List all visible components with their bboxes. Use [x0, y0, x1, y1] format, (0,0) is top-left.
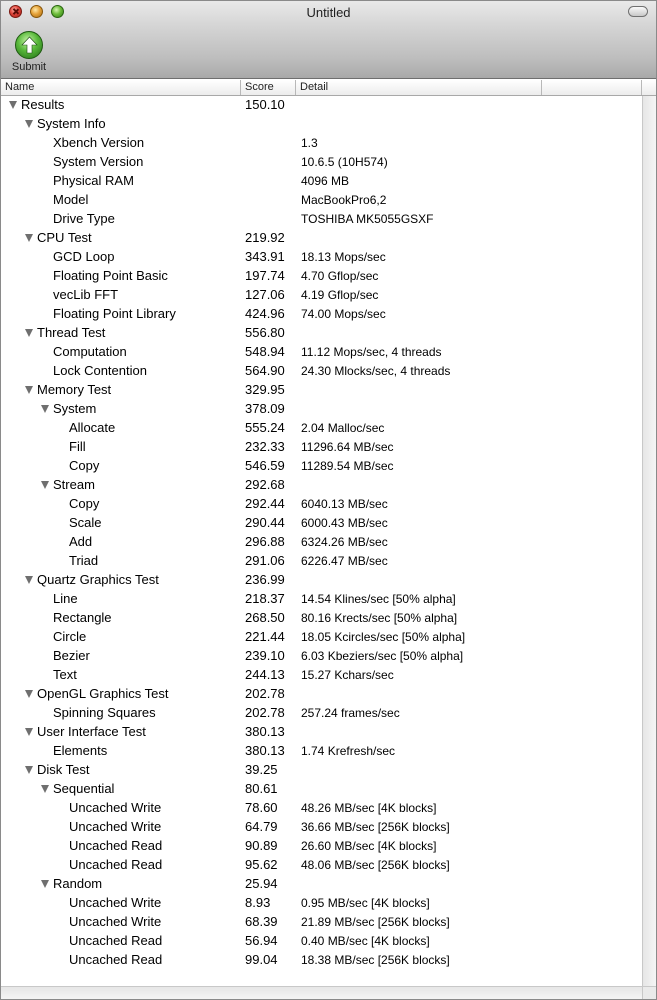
row-detail: 0.95 MB/sec [4K blocks]: [301, 896, 430, 910]
row-score: 378.09: [245, 401, 285, 416]
submit-label: Submit: [11, 61, 47, 73]
row-name: Copy: [69, 496, 100, 511]
row-detail: 80.16 Krects/sec [50% alpha]: [301, 611, 458, 625]
row-name: Uncached Write: [69, 895, 162, 910]
window-title: Untitled: [306, 5, 351, 20]
outline-row[interactable]: [1, 419, 642, 438]
outline-row[interactable]: [1, 875, 642, 894]
row-detail: 26.60 MB/sec [4K blocks]: [301, 839, 437, 853]
row-name: Add: [69, 534, 93, 549]
row-score: 291.06: [245, 553, 285, 568]
row-name: Results: [21, 97, 65, 112]
row-name: System Version: [53, 154, 144, 169]
outline-row[interactable]: [1, 856, 642, 875]
row-score: 80.61: [245, 781, 278, 796]
row-score: 236.99: [245, 572, 285, 587]
row-name: Drive Type: [53, 211, 115, 226]
outline-row[interactable]: [1, 685, 642, 704]
disclosure-triangle-icon[interactable]: [9, 101, 17, 109]
row-score: 221.44: [245, 629, 285, 644]
row-score: 219.92: [245, 230, 285, 245]
outline-row[interactable]: [1, 571, 642, 590]
outline-row[interactable]: [1, 932, 642, 951]
outline-row[interactable]: [1, 780, 642, 799]
row-detail: 6000.43 MB/sec: [301, 516, 388, 530]
outline-row[interactable]: [1, 799, 642, 818]
row-name: Uncached Read: [69, 933, 163, 948]
outline-row[interactable]: [1, 628, 642, 647]
outline-row[interactable]: [1, 115, 642, 134]
row-score: 239.10: [245, 648, 285, 663]
row-score: 8.93: [245, 895, 271, 910]
row-name: Floating Point Library: [53, 306, 176, 321]
submit-button[interactable]: [9, 31, 49, 75]
outline-row[interactable]: [1, 723, 642, 742]
row-score: 380.13: [245, 743, 285, 758]
row-name: Floating Point Basic: [53, 268, 168, 283]
row-detail: 21.89 MB/sec [256K blocks]: [301, 915, 450, 929]
row-name: Memory Test: [37, 382, 112, 397]
outline-row[interactable]: [1, 514, 642, 533]
row-name: Bezier: [53, 648, 90, 663]
row-name: Rectangle: [53, 610, 112, 625]
row-score: 564.90: [245, 363, 285, 378]
outline-row[interactable]: [1, 894, 642, 913]
column-header-empty: [542, 80, 642, 95]
row-detail: 6040.13 MB/sec: [301, 497, 388, 511]
row-name: Quartz Graphics Test: [37, 572, 159, 587]
row-detail: 6226.47 MB/sec: [301, 554, 388, 568]
outline-row[interactable]: [1, 267, 642, 286]
row-name: Uncached Write: [69, 819, 162, 834]
outline-row[interactable]: [1, 495, 642, 514]
row-score: 244.13: [245, 667, 285, 682]
resize-grip[interactable]: [642, 986, 656, 999]
row-detail: 14.54 Klines/sec [50% alpha]: [301, 592, 456, 606]
outline-row[interactable]: [1, 134, 642, 153]
row-score: 292.44: [245, 496, 285, 511]
row-score: 56.94: [245, 933, 278, 948]
row-detail: MacBookPro6,2: [301, 193, 387, 207]
row-detail: TOSHIBA MK5055GSXF: [301, 212, 434, 226]
outline-row[interactable]: [1, 96, 642, 115]
row-detail: 0.40 MB/sec [4K blocks]: [301, 934, 430, 948]
row-score: 232.33: [245, 439, 285, 454]
row-score: 39.25: [245, 762, 278, 777]
up-arrow-icon: [15, 31, 43, 59]
row-name: OpenGL Graphics Test: [37, 686, 169, 701]
row-score: 202.78: [245, 686, 285, 701]
disclosure-triangle-icon[interactable]: [41, 880, 49, 888]
outline-row[interactable]: [1, 362, 642, 381]
row-detail: 18.13 Mops/sec: [301, 250, 386, 264]
row-name: Random: [53, 876, 103, 891]
column-header-detail[interactable]: Detail: [296, 80, 542, 95]
row-name: Triad: [69, 553, 99, 568]
row-name: Allocate: [69, 420, 116, 435]
disclosure-triangle-icon[interactable]: [41, 405, 49, 413]
row-detail: 4.19 Gflop/sec: [301, 288, 379, 302]
row-detail: 18.05 Kcircles/sec [50% alpha]: [301, 630, 466, 644]
row-name: Computation: [53, 344, 127, 359]
row-name: System: [53, 401, 97, 416]
outline-row[interactable]: [1, 191, 642, 210]
row-name: vecLib FFT: [53, 287, 119, 302]
row-name: Elements: [53, 743, 108, 758]
row-detail: 15.27 Kchars/sec: [301, 668, 394, 682]
row-score: 292.68: [245, 477, 285, 492]
outline-row[interactable]: [1, 457, 642, 476]
row-score: 127.06: [245, 287, 285, 302]
row-detail: 1.74 Krefresh/sec: [301, 744, 396, 758]
outline-row[interactable]: [1, 286, 642, 305]
row-score: 296.88: [245, 534, 285, 549]
outline-row[interactable]: [1, 818, 642, 837]
row-score: 546.59: [245, 458, 285, 473]
row-score: 343.91: [245, 249, 285, 264]
outline-row[interactable]: [1, 742, 642, 761]
row-name: Sequential: [53, 781, 115, 796]
outline-row[interactable]: [1, 381, 642, 400]
outline-row[interactable]: [1, 647, 642, 666]
row-name: Copy: [69, 458, 100, 473]
row-name: Text: [53, 667, 77, 682]
row-detail: 4.70 Gflop/sec: [301, 269, 379, 283]
outline-row[interactable]: [1, 476, 642, 495]
outline-row[interactable]: [1, 153, 642, 172]
outline-row[interactable]: [1, 913, 642, 932]
outline-row[interactable]: [1, 172, 642, 191]
outline-row[interactable]: [1, 837, 642, 856]
results-outline: [1, 96, 642, 986]
row-score: 150.10: [245, 97, 285, 112]
row-score: 424.96: [245, 306, 285, 321]
row-detail: 6324.26 MB/sec: [301, 535, 388, 549]
row-detail: 18.38 MB/sec [256K blocks]: [301, 953, 450, 967]
row-detail: 6.03 Kbeziers/sec [50% alpha]: [301, 649, 464, 663]
row-name: Xbench Version: [53, 135, 145, 150]
row-name: Thread Test: [37, 325, 106, 340]
column-header-name[interactable]: Name: [1, 80, 241, 95]
row-name: Scale: [69, 515, 102, 530]
row-detail: 11296.64 MB/sec: [301, 440, 394, 454]
disclosure-triangle-icon[interactable]: [25, 728, 33, 736]
row-detail: 24.30 Mlocks/sec, 4 threads: [301, 364, 451, 378]
row-name: Uncached Write: [69, 800, 162, 815]
row-score: 99.04: [245, 952, 278, 967]
outline-row[interactable]: [1, 666, 642, 685]
toolbar-toggle-button[interactable]: [628, 6, 648, 17]
row-name: Stream: [53, 477, 95, 492]
row-name: Spinning Squares: [53, 705, 156, 720]
outline-row[interactable]: [1, 343, 642, 362]
column-header-score[interactable]: Score: [241, 80, 296, 95]
row-score: 90.89: [245, 838, 278, 853]
row-detail: 4096 MB: [301, 174, 350, 188]
row-name: Fill: [69, 439, 86, 454]
disclosure-triangle-icon[interactable]: [25, 766, 33, 774]
disclosure-triangle-icon[interactable]: [25, 386, 33, 394]
row-score: 197.74: [245, 268, 285, 283]
outline-row[interactable]: [1, 533, 642, 552]
outline-row[interactable]: [1, 248, 642, 267]
row-detail: 48.26 MB/sec [4K blocks]: [301, 801, 437, 815]
row-detail: 11.12 Mops/sec, 4 threads: [301, 345, 442, 359]
row-score: 202.78: [245, 705, 285, 720]
row-score: 548.94: [245, 344, 285, 359]
table-header: [1, 80, 656, 96]
outline-row[interactable]: [1, 305, 642, 324]
row-score: 290.44: [245, 515, 285, 530]
row-name: Uncached Write: [69, 914, 162, 929]
row-name: GCD Loop: [53, 249, 115, 264]
row-name: Lock Contention: [53, 363, 147, 378]
row-score: 329.95: [245, 382, 285, 397]
outline-row[interactable]: [1, 590, 642, 609]
outline-row[interactable]: [1, 229, 642, 248]
disclosure-triangle-icon[interactable]: [41, 785, 49, 793]
row-detail: 36.66 MB/sec [256K blocks]: [301, 820, 450, 834]
disclosure-triangle-icon[interactable]: [25, 120, 33, 128]
row-name: Circle: [53, 629, 87, 644]
row-detail: 1.3: [301, 136, 318, 150]
row-name: Uncached Read: [69, 857, 163, 872]
disclosure-triangle-icon[interactable]: [25, 690, 33, 698]
vertical-scrollbar[interactable]: [642, 96, 656, 986]
row-score: 268.50: [245, 610, 285, 625]
outline-row[interactable]: [1, 609, 642, 628]
row-name: System Info: [37, 116, 106, 131]
row-detail: 2.04 Malloc/sec: [301, 421, 385, 435]
row-name: Uncached Read: [69, 952, 163, 967]
horizontal-scrollbar[interactable]: [1, 986, 642, 999]
row-score: 68.39: [245, 914, 278, 929]
disclosure-triangle-icon[interactable]: [25, 576, 33, 584]
row-score: 218.37: [245, 591, 285, 606]
outline-row[interactable]: [1, 552, 642, 571]
row-name: Disk Test: [37, 762, 90, 777]
outline-row[interactable]: [1, 324, 642, 343]
outline-row[interactable]: [1, 704, 642, 723]
disclosure-triangle-icon[interactable]: [25, 234, 33, 242]
row-name: Uncached Read: [69, 838, 163, 853]
row-detail: 10.6.5 (10H574): [301, 155, 388, 169]
row-detail: 74.00 Mops/sec: [301, 307, 386, 321]
row-score: 555.24: [245, 420, 285, 435]
row-name: CPU Test: [37, 230, 92, 245]
row-score: 64.79: [245, 819, 278, 834]
row-score: 380.13: [245, 724, 285, 739]
row-name: Model: [53, 192, 89, 207]
row-detail: 11289.54 MB/sec: [301, 459, 394, 473]
outline-row[interactable]: [1, 210, 642, 229]
row-name: Physical RAM: [53, 173, 134, 188]
outline-row[interactable]: [1, 400, 642, 419]
row-score: 25.94: [245, 876, 278, 891]
row-score: 95.62: [245, 857, 278, 872]
row-score: 78.60: [245, 800, 278, 815]
outline-row[interactable]: [1, 951, 642, 970]
outline-row[interactable]: [1, 438, 642, 457]
row-detail: 48.06 MB/sec [256K blocks]: [301, 858, 450, 872]
row-score: 556.80: [245, 325, 285, 340]
row-name: Line: [53, 591, 78, 606]
disclosure-triangle-icon[interactable]: [25, 329, 33, 337]
row-name: User Interface Test: [37, 724, 146, 739]
outline-row[interactable]: [1, 761, 642, 780]
disclosure-triangle-icon[interactable]: [41, 481, 49, 489]
toolbar: [1, 1, 656, 79]
row-detail: 257.24 frames/sec: [301, 706, 400, 720]
